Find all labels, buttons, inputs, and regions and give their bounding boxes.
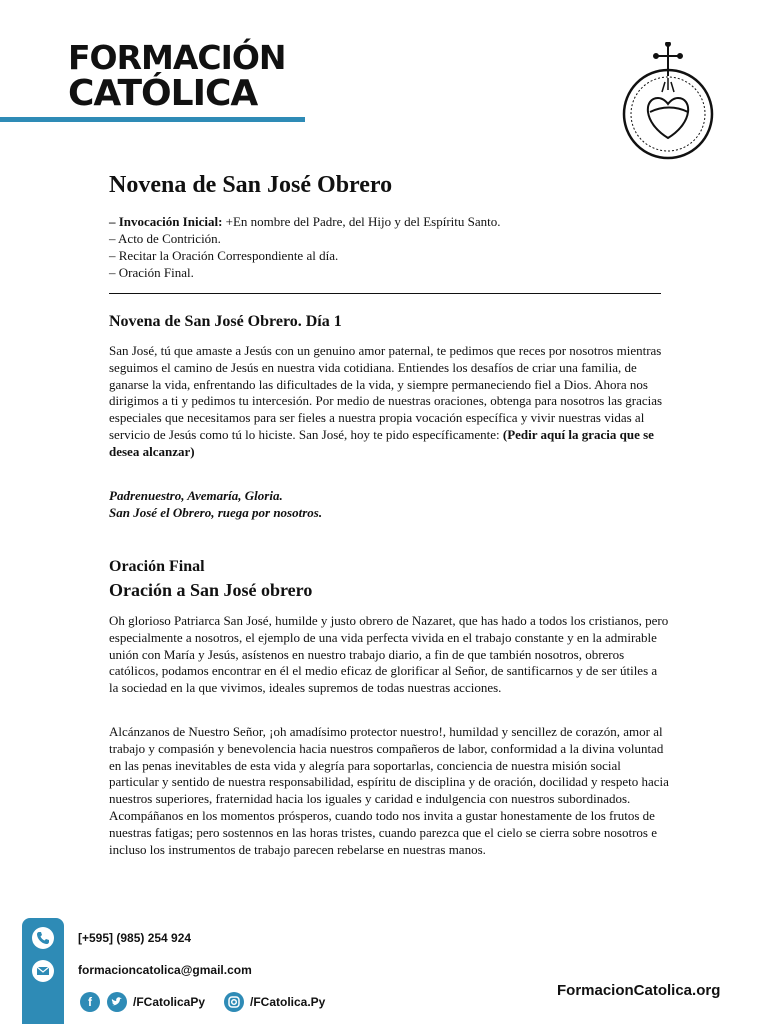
footer-social-instagram[interactable]: /FCatolica.Py [250, 995, 326, 1009]
footer-phone: [+595] (985) 254 924 [78, 931, 192, 945]
page-title: Novena de San José Obrero [109, 172, 393, 198]
divider [109, 293, 661, 294]
step-invocacion [109, 213, 501, 230]
instagram-icon[interactable] [224, 992, 244, 1012]
footer-email[interactable]: formacioncatolica@gmail.com [78, 963, 252, 977]
twitter-icon[interactable] [107, 992, 127, 1012]
brand-line1: FORMACIÓN [68, 38, 286, 77]
final-heading: Oración Final [109, 558, 205, 575]
step-contricion: – Acto de Contrición. [109, 231, 221, 246]
prayers-line2: San José el Obrero, ruega por nosotros. [109, 504, 323, 520]
brand-logo [68, 40, 286, 112]
footer-website[interactable]: FormacionCatolica.org [557, 982, 721, 999]
novena-steps [109, 213, 501, 281]
step-invocacion-label: – Invocación Inicial: [109, 214, 223, 229]
sacred-heart-seal-icon [622, 42, 718, 160]
final-para2: Alcánzanos de Nuestro Señor, ¡oh amadísimo protector nuestro!, humildad y sencillez de corazón, amor al trabajo y compasión y benevolencia hacia nuestros compañeros de labor, conformidad a la divina voluntad en las penas inevitables de esta vida y alegría para soportarlas, conciencia de nuestra misión social particular y sentido de nuestra responsabilidad, espíritu de disciplina y de oración, docilidad y respeto hacia nuestros superiores, fraternidad hacia los iguales y caridad e indulgencia con nuestros subordinados. Acompáñanos en los momentos prósperos, cuando todo nos invita a gustar honestamente de los frutos de nuestras fatigas; pero sostennos en las horas tristes, cuando parezca que el cielo se cierra sobre nosotros e incluso los instrumentos de trabajo parecen rebelarse en nuestras manos. [109, 724, 669, 857]
facebook-icon[interactable]: f [80, 992, 100, 1012]
day1-body [109, 343, 669, 461]
step-recitar: – Recitar la Oración Correspondiente al día. [109, 248, 339, 263]
day1-body-request: (Pedir aquí la gracia que se desea alcanzar) [109, 426, 654, 459]
day1-prayers [109, 488, 322, 522]
prayers-line1: Padrenuestro, Avemaría, Gloria. [109, 488, 283, 503]
brand-line2: CATÓLICA [68, 73, 258, 114]
footer-social-facebook-twitter[interactable]: /FCatolicaPy [133, 995, 206, 1009]
day1-body-text: San José, tú que amaste a Jesús con un genuino amor paternal, te pedimos que reces por nosotros mientras seguimos el camino de Jesús en nuestra vida cotidiana. Entiendes los desafíos de criar una familia, de ganarse la vida, enfrentando las dificultades de la vida, y siempre permaneciendo fiel a Dios. Ahora nos dirigimos a ti y pedimos tu intercesión. Por medio de nuestras oraciones, obtenga para nosotros las gracias especiales que necesitamos para ser fieles a nuestra propia vocación específica y vivir nuestras vidas al servicio de Jesús como tú lo hiciste. San José, hoy te pido específicamente: [109, 343, 663, 442]
step-final: – Oración Final. [109, 265, 194, 280]
email-icon [32, 960, 54, 982]
final-subheading: Oración a San José obrero [109, 580, 313, 600]
phone-icon [32, 927, 54, 949]
day1-heading: Novena de San José Obrero. Día 1 [109, 313, 342, 330]
brand-underline [0, 117, 305, 122]
final-para1: Oh glorioso Patriarca San José, humilde y justo obrero de Nazaret, que has hado a todos los cristianos, pero especialmente a nosotros, el ejemplo de una vida perfecta vivida en el trabajo constante y en la admirable unión con María y Jesús, asístenos en nuestro trabajo diario, a fin de que también nosotros, obreros católicos, podamos encontrar en él el medio eficaz de glorificar al Señor, de santificarnos y de ser útiles a la sociedad en la que vivimos, ideales supremos de todas nuestras acciones. [109, 613, 669, 696]
step-invocacion-text: +En nombre del Padre, del Hijo y del Espíritu Santo. [222, 214, 501, 229]
